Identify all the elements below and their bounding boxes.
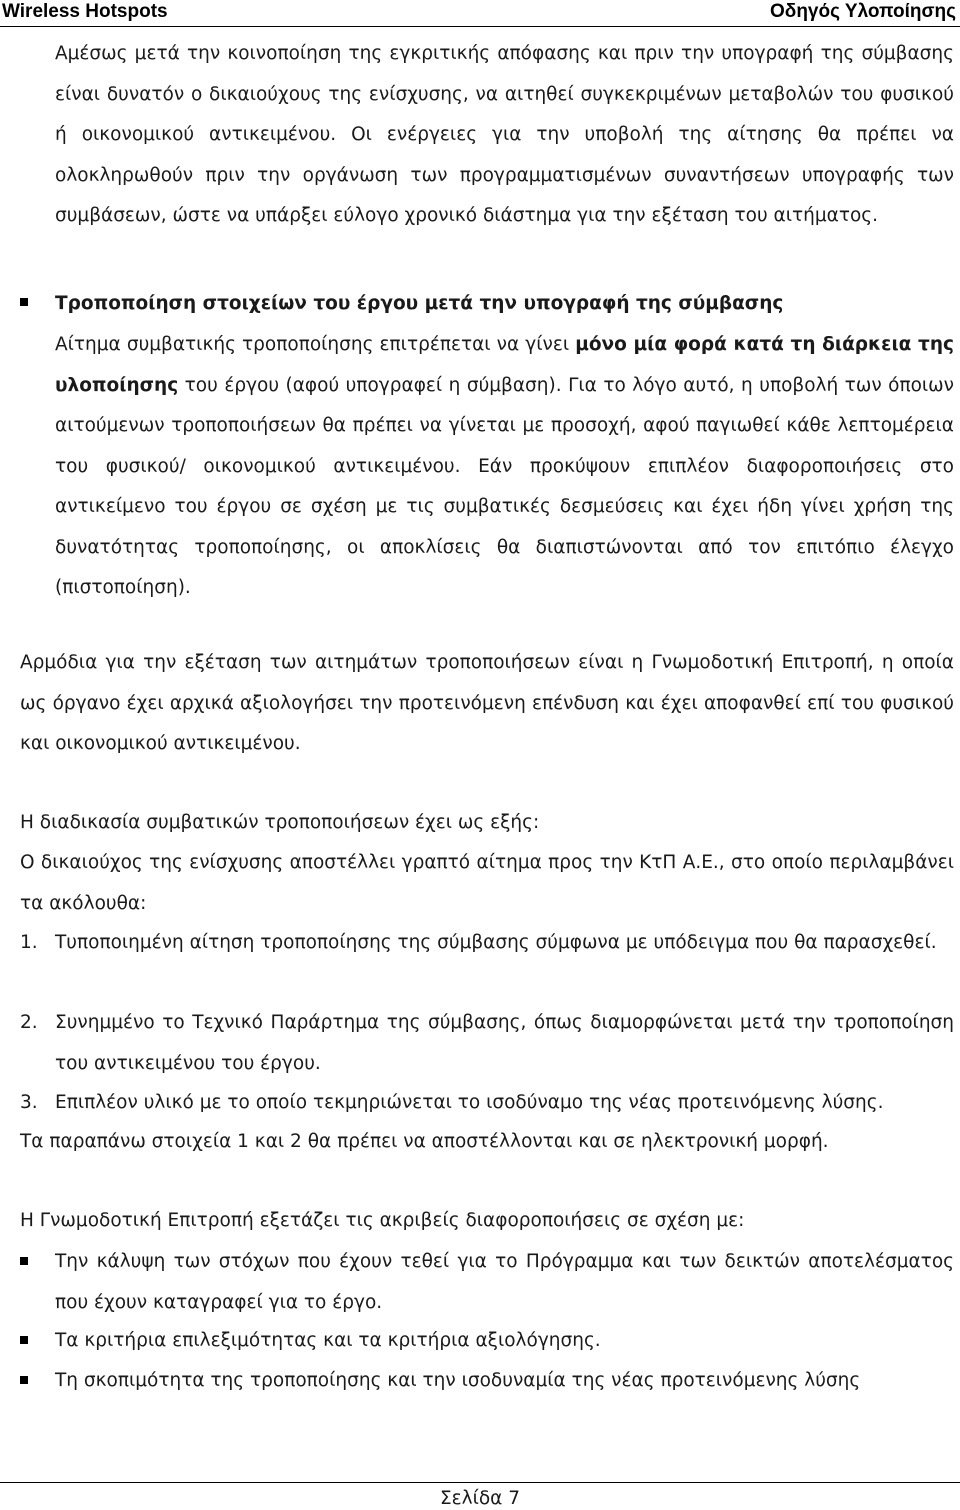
section-body <box>55 325 954 609</box>
header-title: Wireless Hotspots <box>2 1 168 22</box>
bullet-icon <box>20 1336 28 1344</box>
bullet-icon <box>20 1376 28 1384</box>
criteria-item: Τη σκοπιμότητα της τροποποίησης και την ισοδυναμία της νέας προτεινόμενης λύσης <box>55 1370 861 1391</box>
procedure-intro: Η διαδικασία συμβατικών τροποποιήσεων έχει ως εξής: <box>20 812 540 833</box>
bullet-icon <box>20 298 28 306</box>
criteria-item: Την κάλυψη των στόχων που έχουν τεθεί για το Πρόγραμμα και των δεικτών αποτελέσματος που έχουν καταγραφεί για το έργο. <box>55 1251 954 1313</box>
list-number: 2. <box>20 1012 38 1033</box>
section-heading: Τροποποίηση στοιχείων του έργου μετά την υπογραφή της σύμβασης <box>55 293 784 314</box>
page-number: Σελίδα 7 <box>439 1488 521 1509</box>
list-number: 1. <box>20 932 38 953</box>
list-item: Επιπλέον υλικό με το οποίο τεκμηριώνεται το ισοδύναμο της νέας προτεινόμενης λύσης. <box>55 1092 884 1113</box>
bullet-icon <box>20 1257 28 1265</box>
criteria-intro: Η Γνωμοδοτική Επιτροπή εξετάζει τις ακριβείς διαφοροποιήσεις σε σχέση με: <box>20 1210 745 1231</box>
section-body-b: του έργου (αφού υπογραφεί η σύμβαση). Για το λόγο αυτό, η υποβολή των όποιων αιτούμενων τροποποιήσεων θα πρέπει να γίνεται με προσοχή, αφού παγιωθεί κάθε λεπτομέρεια του φυσικού/ οικονομικού αντικειμένου. Εάν προκύψουν επιπλέον διαφοροποιήσεις στο αντικείμενο του έργου σε σχέση με τις συμβατικές δεσμεύσεις και έχει ήδη γίνει χρήση της δυνατότητας τροποποίησης, οι αποκλίσεις θα διαπιστώνονται από τον επιτόπιο έλεγχο (πιστοποίηση). <box>55 374 954 598</box>
electronic-note: Τα παραπάνω στοιχεία 1 και 2 θα πρέπει να αποστέλλονται και σε ηλεκτρονική μορφή. <box>20 1131 829 1152</box>
list-item: Τυποποιημένη αίτηση τροποποίησης της σύμβασης σύμφωνα με υπόδειγμα που θα παρασχεθεί. <box>55 932 937 953</box>
section-body-bold: μόνο μία φορά κατά τη διάρκεια της υλοποίησης <box>55 334 955 396</box>
request-paragraph: Ο δικαιούχος της ενίσχυσης αποστέλλει γραπτό αίτημα προς την ΚτΠ Α.Ε., στο οποίο περιλαμβάνει τα ακόλουθα: <box>20 852 954 914</box>
header-subtitle: Οδηγός Υλοποίησης <box>770 1 956 22</box>
list-item: Συνημμένο το Τεχνικό Παράρτημα της σύμβασης, όπως διαμορφώνεται μετά την τροποποίηση του αντικειμένου του έργου. <box>55 1012 954 1074</box>
criteria-item: Τα κριτήρια επιλεξιμότητας και τα κριτήρια αξιολόγησης. <box>55 1330 601 1351</box>
section-body-a: Αίτημα συμβατικής τροποποίησης επιτρέπεται να γίνει <box>55 334 576 355</box>
page-footer <box>0 1482 960 1510</box>
page-header <box>0 0 960 27</box>
list-number: 3. <box>20 1092 38 1113</box>
intro-paragraph: Αμέσως μετά την κοινοποίηση της εγκριτικής απόφασης και πριν την υπογραφή της σύμβασης είναι δυνατόν ο δικαιούχους της ενίσχυσης, να αιτηθεί συγκεκριμένων μεταβολών του φυσικού ή οικονομικού αντικειμένου. Οι ενέργειες για την υποβολή της αίτησης θα πρέπει να ολοκληρωθούν πριν την οργάνωση των προγραμματισμένων συναντήσεων υπογραφής των συμβάσεων, ώστε να υπάρξει εύλογο χρονικό διάστημα για την εξέταση του αιτήματος. <box>55 43 954 226</box>
committee-paragraph: Αρμόδια για την εξέταση των αιτημάτων τροποποιήσεων είναι η Γνωμοδοτική Επιτροπή, η οποία ως όργανο έχει αρχικά αξιολογήσει την προτεινόμενη επένδυση και έχει αποφανθεί επί του φυσικού και οικονομικού αντικειμένου. <box>20 652 954 754</box>
